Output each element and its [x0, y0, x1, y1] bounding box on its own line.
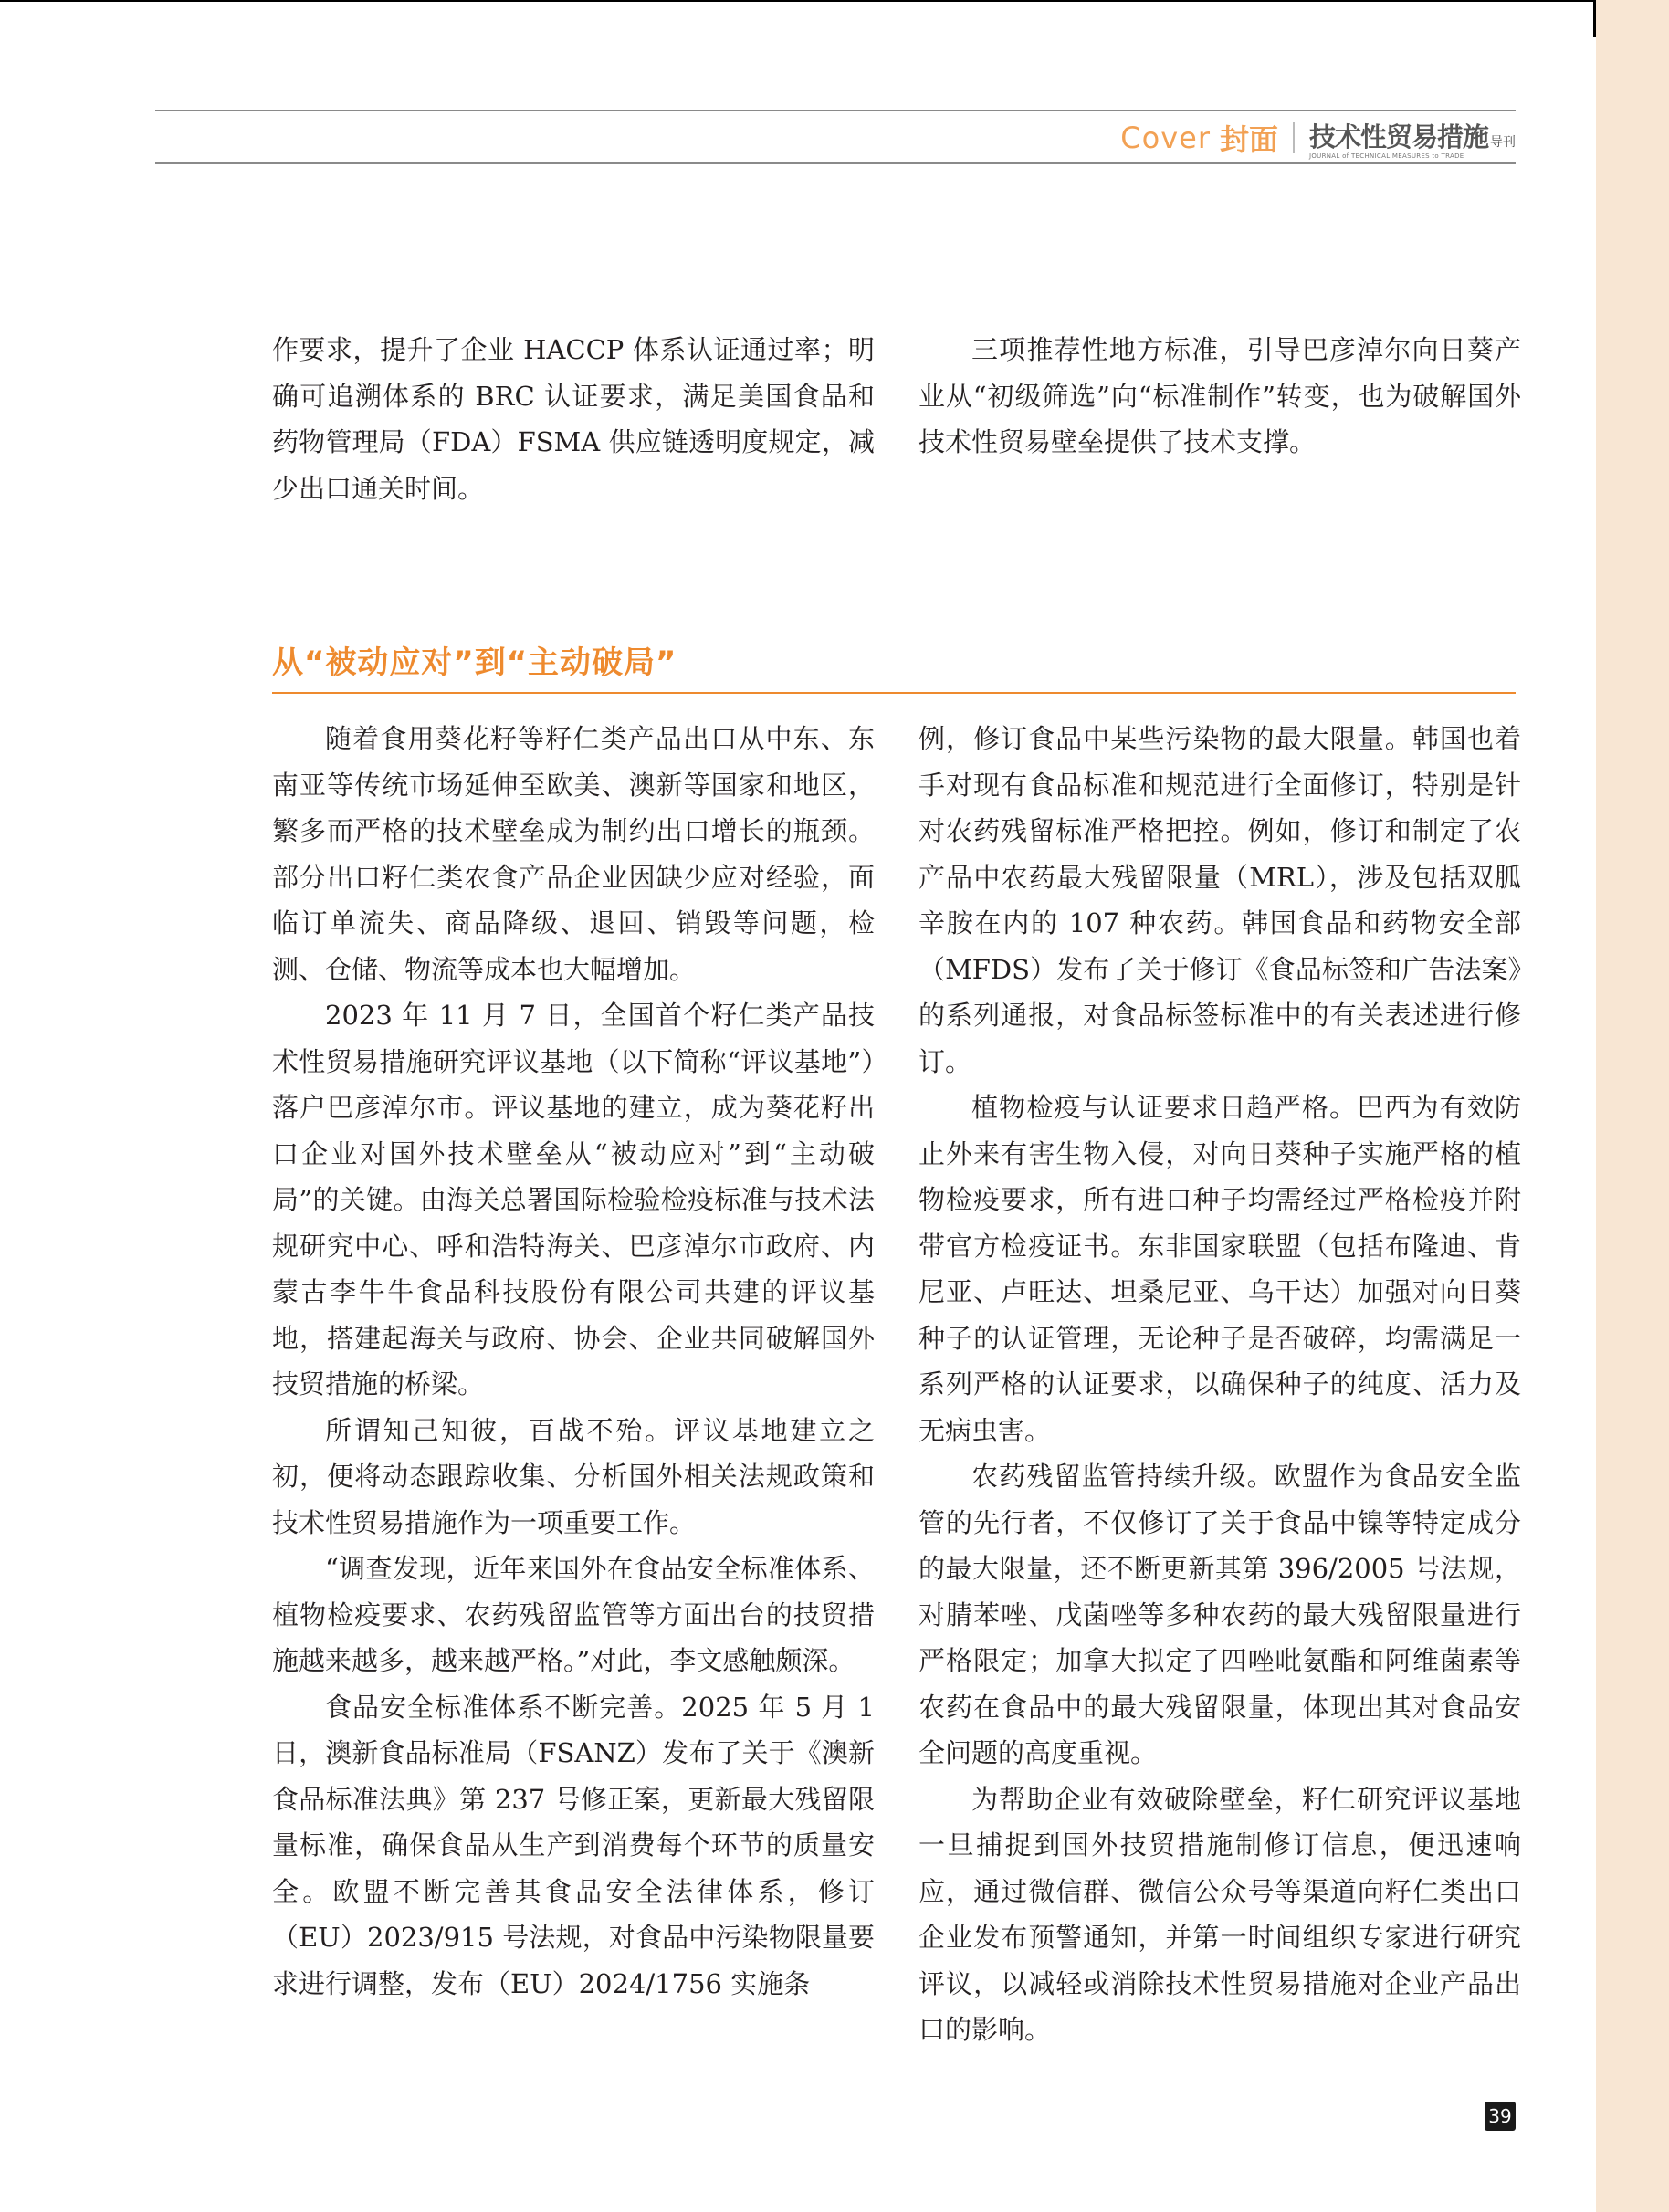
paragraph: 为帮助企业有效破除壁垒，籽仁研究评议基地一旦捕捉到国外技贸措施制修订信息，便迅速响应，通过微信群、微信公众号等渠道向籽仁类出口企业发布预警通知，并第一时间组织专家进行研究评议，以减轻或消除技术性贸易措施对企业产品出口的影响。: [918, 1783, 1521, 2045]
top-right-column: [918, 327, 1521, 466]
section-heading: 从“被动应对”到“主动破局”: [272, 645, 677, 681]
paragraph: 所谓知己知彼，百战不殆。评议基地建立之初，便将动态跟踪收集、分析国外相关法规政策和技术性贸易措施作为一项重要工作。: [272, 1414, 875, 1538]
header-rule-top: [155, 110, 1516, 111]
journal-english-name: JOURNAL of TECHNICAL MEASURES to TRADE: [1308, 152, 1464, 160]
paragraph: 植物检疫与认证要求日趋严格。巴西为有效防止外来有害生物入侵，对向日葵种子实施严格的植物检疫要求，所有进口种子均需经过严格检疫并附带官方检疫证书。东非国家联盟（包括布隆迪、肯尼亚、卢旺达、坦桑尼亚、乌干达）加强对向日葵种子的认证管理，无论种子是否破碎，均需满足一系列严格的认证要求，以确保种子的纯度、活力及无病虫害。: [918, 1092, 1521, 1446]
header-separator: [1293, 122, 1295, 153]
body-right-column: [918, 716, 1521, 2053]
paragraph: 2023 年 11 月 7 日，全国首个籽仁类产品技术性贸易措施研究评议基地（以下简称“评议基地”）落户巴彦淖尔市。评议基地的建立，成为葵花籽出口企业对国外技术壁垒从“被动应对”到“主动破局”的关键。由海关总署国际检验检疫标准与技术法规研究中心、呼和浩特海关、巴彦淖尔市政府、内蒙古李牛牛食品科技股份有限公司共建的评议基地，搭建起海关与政府、协会、企业共同破解国外技贸措施的桥梁。: [272, 1000, 875, 1400]
page-number: 39: [1485, 2102, 1516, 2131]
journal-name: 技术性贸易措施: [1308, 121, 1488, 152]
journal-suffix: 导刊: [1490, 134, 1516, 150]
body-left-column: [272, 716, 875, 2007]
running-header: [1077, 117, 1516, 159]
paragraph: 食品安全标准体系不断完善。2025 年 5 月 1 日，澳新食品标准局（FSANZ）发布了关于《澳新食品标准法典》第 237 号修正案，更新最大残留限量标准，确保食品从生产到消费每个环节的质量安全。欧盟不断完善其食品安全法律体系，修订（EU）2023/915 号法规，对食品中污染物限量要求进行调整，发布（EU）2024/1756 实施条: [272, 1691, 875, 1999]
header-rule-bottom: [155, 162, 1516, 164]
top-left-column: [272, 327, 875, 511]
paragraph: 三项推荐性地方标准，引导巴彦淖尔向日葵产业从“初级筛选”向“标准制作”转变，也为破解国外技术性贸易壁垒提供了技术支撑。: [918, 334, 1521, 457]
cover-label-en: Cover: [1120, 121, 1211, 155]
paragraph: 农药残留监管持续升级。欧盟作为食品安全监管的先行者，不仅修订了关于食品中镍等特定成分的最大限量，还不断更新其第 396/2005 号法规，对腈苯唑、戊菌唑等多种农药的最大残留限量进行严格限定；加拿大拟定了四唑吡氨酯和阿维菌素等农药在食品中的最大残留限量，体现出其对食品安全问题的高度重视。: [918, 1461, 1521, 1768]
journal-logo: [1309, 117, 1516, 160]
page-top-border: [0, 0, 1669, 2]
cover-label-cn: 封面: [1219, 122, 1278, 157]
paragraph: 随着食用葵花籽等籽仁类产品出口从中东、东南亚等传统市场延伸至欧美、澳新等国家和地区，繁多而严格的技术壁垒成为制约出口增长的瓶颈。部分出口籽仁类农食产品企业因缺少应对经验，面临订单流失、商品降级、退回、销毁等问题，检测、仓储、物流等成本也大幅增加。: [272, 723, 875, 985]
paragraph: 例，修订食品中某些污染物的最大限量。韩国也着手对现有食品标准和规范进行全面修订，特别是针对农药残留标准严格把控。例如，修订和制定了农产品中农药最大残留限量（MRL），涉及包括双胍辛胺在内的 107 种农药。韩国食品和药物安全部（MFDS）发布了关于修订《食品标签和广告法案》的系列通报，对食品标签标准中的有关表述进行修订。: [918, 723, 1521, 1077]
side-color-strip: [1596, 0, 1669, 2212]
page-edge-mark: [1593, 0, 1596, 37]
paragraph: “调查发现，近年来国外在食品安全标准体系、植物检疫要求、农药残留监管等方面出台的技贸措施越来越多，越来越严格。”对此，李文感触颇深。: [272, 1553, 875, 1676]
section-rule: [272, 692, 1516, 694]
paragraph: 作要求，提升了企业 HACCP 体系认证通过率；明确可追溯体系的 BRC 认证要求，满足美国食品和药物管理局（FDA）FSMA 供应链透明度规定，减少出口通关时间。: [272, 334, 875, 504]
